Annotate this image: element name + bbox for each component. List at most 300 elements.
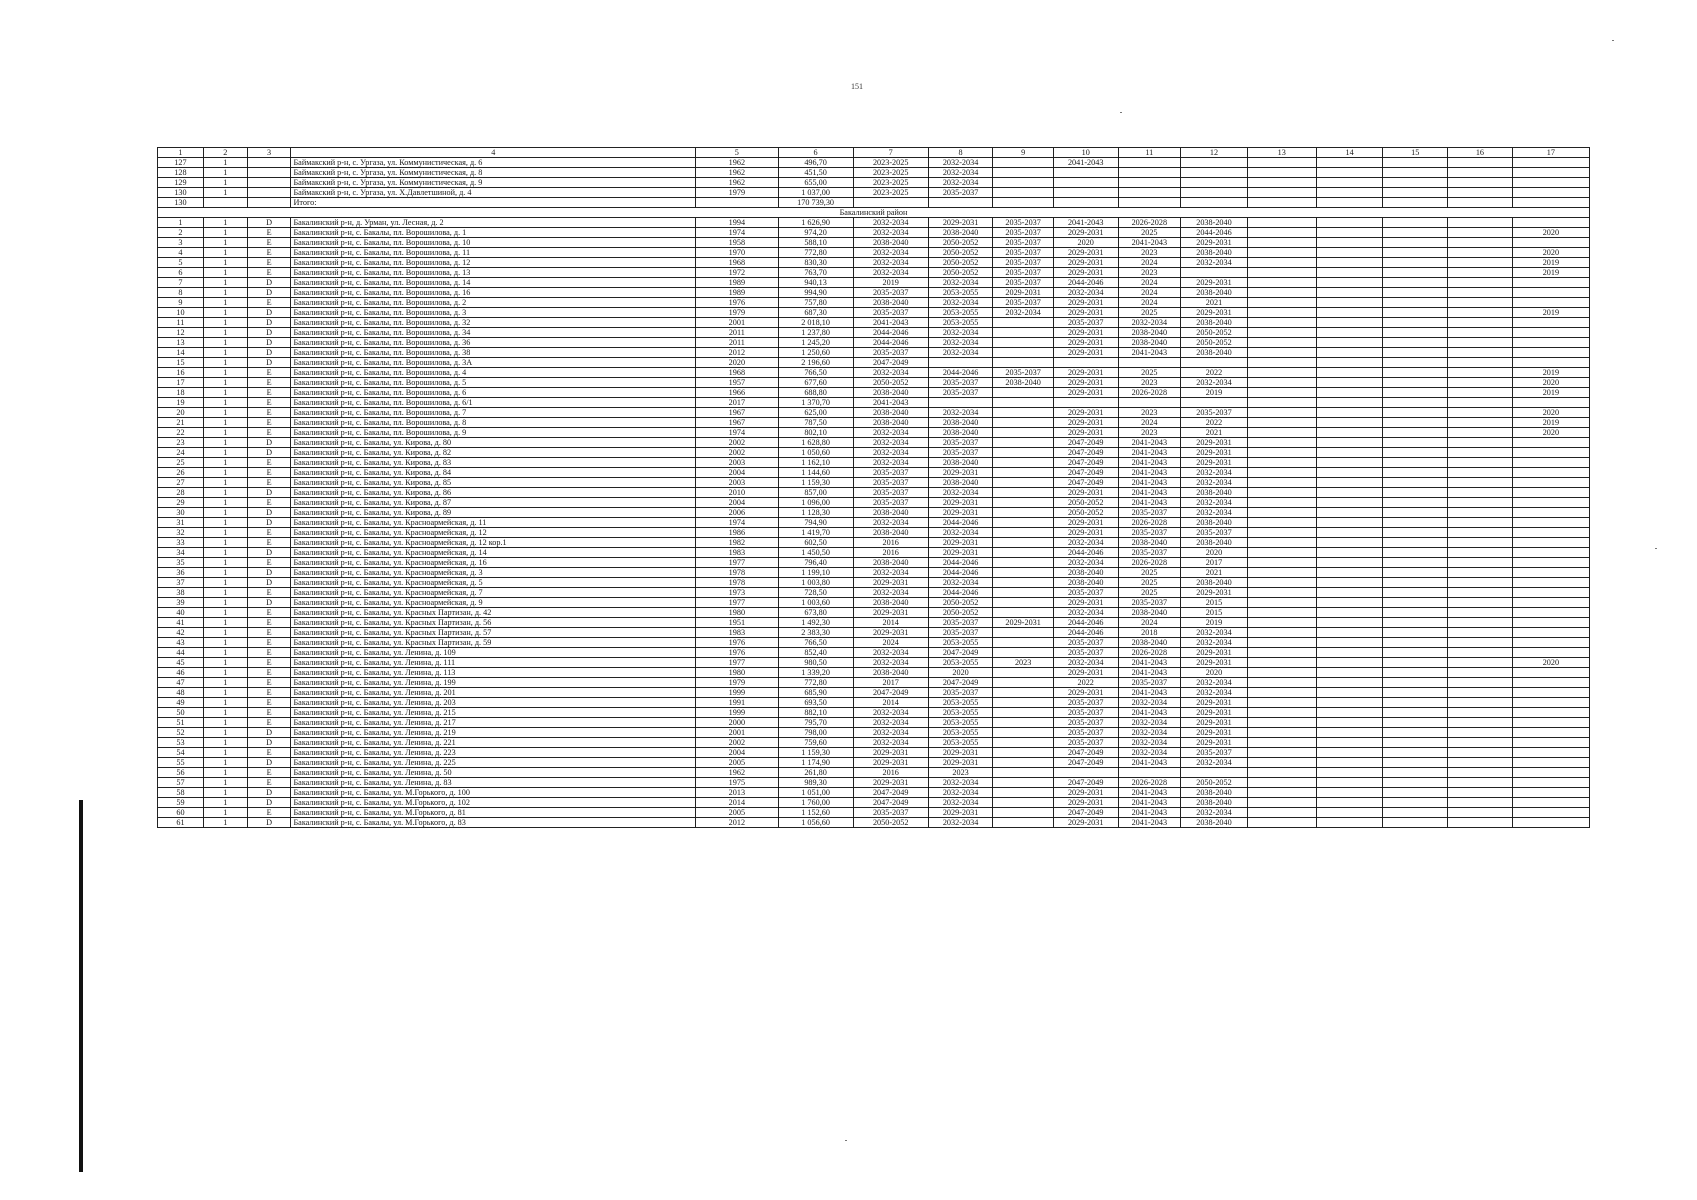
cell-empty	[1247, 158, 1316, 168]
cell-empty	[1316, 558, 1383, 568]
cell-v11: 2041-2043	[1118, 468, 1181, 478]
cell-area: 830,30	[778, 258, 853, 268]
cell-empty	[1448, 778, 1513, 788]
cell-v7: 2016	[853, 538, 928, 548]
cell-c2: 1	[203, 368, 247, 378]
cell-c1: 60	[158, 808, 204, 818]
cell-empty	[1383, 808, 1448, 818]
table-row	[158, 728, 1590, 738]
cell-addr: Баймакский р-н, с. Ургаза, ул. Коммунистическая, д. 6	[291, 158, 696, 168]
cell-empty	[1448, 308, 1513, 318]
cell-v9	[993, 448, 1053, 458]
cell-v7: 2050-2052	[853, 818, 928, 828]
cell-c3: D	[247, 508, 291, 518]
cell-c2: 1	[203, 418, 247, 428]
cell-v11: 2024	[1118, 288, 1181, 298]
cell-v12	[1181, 268, 1248, 278]
cell-empty	[1247, 508, 1316, 518]
cell-v17	[1512, 768, 1589, 778]
cell-v10: 2047-2049	[1053, 478, 1118, 488]
cell-c2: 1	[203, 538, 247, 548]
cell-v7: 2035-2037	[853, 308, 928, 318]
cell-empty	[1448, 768, 1513, 778]
cell-v9	[993, 598, 1053, 608]
cell-empty	[1316, 338, 1383, 348]
cell-c2: 1	[203, 528, 247, 538]
cell-c3: E	[247, 238, 291, 248]
cell-v12: 2038-2040	[1181, 798, 1248, 808]
cell-empty	[1383, 168, 1448, 178]
cell-empty	[1448, 598, 1513, 608]
cell-year: 1951	[696, 618, 778, 628]
cell-v9	[993, 738, 1053, 748]
cell-empty	[1383, 738, 1448, 748]
cell-v10: 2044-2046	[1053, 548, 1118, 558]
cell-v11: 2026-2028	[1118, 218, 1181, 228]
column-number-cell: 17	[1512, 148, 1589, 158]
cell-c2: 1	[203, 248, 247, 258]
total-area: 170 739,30	[778, 198, 853, 208]
cell-addr: Бакалинский р-н, с. Бакалы, ул. М.Горького, д. 102	[291, 798, 696, 808]
cell-v8: 2032-2034	[928, 278, 993, 288]
cell-v9	[993, 728, 1053, 738]
cell-empty	[1316, 588, 1383, 598]
cell-empty	[1383, 488, 1448, 498]
cell-year: 2001	[696, 318, 778, 328]
cell-empty	[1448, 218, 1513, 228]
cell-empty	[1247, 368, 1316, 378]
cell-v17	[1512, 788, 1589, 798]
cell-v12: 2029-2031	[1181, 728, 1248, 738]
cell-v12: 2021	[1181, 568, 1248, 578]
cell-empty	[1247, 638, 1316, 648]
cell-c3: E	[247, 388, 291, 398]
cell-v8: 2038-2040	[928, 428, 993, 438]
cell-v12: 2022	[1181, 368, 1248, 378]
cell-v12: 2032-2034	[1181, 508, 1248, 518]
cell-c2: 1	[203, 458, 247, 468]
cell-addr: Бакалинский р-н, с. Бакалы, пл. Ворошилова, д. 32	[291, 318, 696, 328]
cell-area: 688,80	[778, 388, 853, 398]
cell-empty	[1247, 298, 1316, 308]
cell-v8: 2035-2037	[928, 388, 993, 398]
table-row	[158, 378, 1590, 388]
cell-v8: 2038-2040	[928, 478, 993, 488]
cell-empty	[1316, 578, 1383, 588]
cell-addr: Бакалинский р-н, с. Бакалы, ул. Красноармейская, д. 14	[291, 548, 696, 558]
cell-v9	[993, 688, 1053, 698]
cell-empty	[1247, 378, 1316, 388]
cell-c1: 33	[158, 538, 204, 548]
table-row	[158, 318, 1590, 328]
cell-v17	[1512, 548, 1589, 558]
table-row	[158, 268, 1590, 278]
cell-empty	[1247, 738, 1316, 748]
cell-addr: Бакалинский р-н, с. Бакалы, ул. Красноармейская, д. 3	[291, 568, 696, 578]
table-row	[158, 588, 1590, 598]
cell-c2: 1	[203, 728, 247, 738]
cell-empty	[1247, 768, 1316, 778]
cell-v9	[993, 788, 1053, 798]
table-row	[158, 758, 1590, 768]
cell-empty	[1383, 498, 1448, 508]
cell-c2: 1	[203, 788, 247, 798]
cell-empty	[1448, 798, 1513, 808]
cell-empty	[1448, 428, 1513, 438]
cell-empty	[1448, 648, 1513, 658]
cell-addr: Бакалинский р-н, с. Бакалы, ул. Красноармейская, д. 12 кор.1	[291, 538, 696, 548]
cell-c1: 43	[158, 638, 204, 648]
cell-v10: 2029-2031	[1053, 418, 1118, 428]
cell-v10: 2029-2031	[1053, 338, 1118, 348]
cell-c2: 1	[203, 758, 247, 768]
cell-c1: 19	[158, 398, 204, 408]
cell-empty	[1448, 328, 1513, 338]
table-row	[158, 258, 1590, 268]
cell-v8: 2032-2034	[928, 778, 993, 788]
cell-empty	[1247, 668, 1316, 678]
cell-v8: 2050-2052	[928, 608, 993, 618]
cell-v12	[1181, 358, 1248, 368]
total-c1: 130	[158, 198, 204, 208]
table-row	[158, 238, 1590, 248]
cell-empty	[1383, 518, 1448, 528]
cell-v17	[1512, 498, 1589, 508]
cell-v8: 2053-2055	[928, 728, 993, 738]
cell-v8: 2038-2040	[928, 228, 993, 238]
cell-addr: Бакалинский р-н, с. Бакалы, пл. Ворошилова, д. 5	[291, 378, 696, 388]
cell-v17	[1512, 398, 1589, 408]
cell-empty	[1383, 818, 1448, 828]
cell-c1: 38	[158, 588, 204, 598]
cell-v17: 2020	[1512, 378, 1589, 388]
cell-empty	[1316, 178, 1383, 188]
cell-year: 2012	[696, 348, 778, 358]
cell-v10: 2044-2046	[1053, 618, 1118, 628]
cell-c1: 2	[158, 228, 204, 238]
cell-c2: 1	[203, 718, 247, 728]
cell-v11: 2025	[1118, 588, 1181, 598]
cell-addr: Бакалинский р-н, с. Бакалы, пл. Ворошилова, д. 2	[291, 298, 696, 308]
cell-empty	[1448, 418, 1513, 428]
cell-v8: 2032-2034	[928, 818, 993, 828]
cell-v7: 2032-2034	[853, 708, 928, 718]
cell-year: 2005	[696, 808, 778, 818]
scan-speck	[845, 1140, 847, 1141]
cell-v7: 2019	[853, 278, 928, 288]
cell-empty	[1448, 618, 1513, 628]
cell-v7: 2029-2031	[853, 748, 928, 758]
cell-v17	[1512, 298, 1589, 308]
cell-c2: 1	[203, 298, 247, 308]
cell-c1: 23	[158, 438, 204, 448]
cell-c1: 27	[158, 478, 204, 488]
cell-v9	[993, 648, 1053, 658]
table-row	[158, 708, 1590, 718]
cell-v8: 2053-2055	[928, 288, 993, 298]
cell-v8: 2032-2034	[928, 348, 993, 358]
cell-empty	[1448, 338, 1513, 348]
cell-v11: 2023	[1118, 378, 1181, 388]
cell-empty	[1316, 538, 1383, 548]
cell-empty	[1383, 238, 1448, 248]
cell-c2: 1	[203, 258, 247, 268]
cell-c1: 28	[158, 488, 204, 498]
cell-v9	[993, 188, 1053, 198]
cell-area: 1 760,00	[778, 798, 853, 808]
cell-addr: Бакалинский р-н, с. Бакалы, пл. Ворошилова, д. 10	[291, 238, 696, 248]
cell-v17	[1512, 218, 1589, 228]
cell-v8: 2050-2052	[928, 238, 993, 248]
cell-c1: 10	[158, 308, 204, 318]
cell-v8: 2029-2031	[928, 498, 993, 508]
cell-v12: 2017	[1181, 558, 1248, 568]
cell-c2: 1	[203, 468, 247, 478]
cell-empty	[1247, 748, 1316, 758]
cell-v7: 2044-2046	[853, 338, 928, 348]
cell-c3: E	[247, 458, 291, 468]
cell-v12: 2029-2031	[1181, 708, 1248, 718]
cell-c3: E	[247, 538, 291, 548]
cell-v7: 2032-2034	[853, 648, 928, 658]
cell-area: 1 162,10	[778, 458, 853, 468]
cell-c2: 1	[203, 558, 247, 568]
cell-empty	[1448, 508, 1513, 518]
cell-v10: 2029-2031	[1053, 378, 1118, 388]
cell-v7: 2023-2025	[853, 158, 928, 168]
table-row	[158, 288, 1590, 298]
cell-year: 1977	[696, 558, 778, 568]
cell-v17	[1512, 318, 1589, 328]
cell-c1: 58	[158, 788, 204, 798]
cell-v7: 2038-2040	[853, 418, 928, 428]
cell-v17	[1512, 168, 1589, 178]
cell-v9	[993, 438, 1053, 448]
cell-v9	[993, 678, 1053, 688]
cell-v12: 2038-2040	[1181, 538, 1248, 548]
cell-empty	[1448, 638, 1513, 648]
cell-v10: 2029-2031	[1053, 258, 1118, 268]
cell-v11	[1118, 398, 1181, 408]
table-row	[158, 628, 1590, 638]
cell-empty	[1247, 528, 1316, 538]
cell-v10: 2044-2046	[1053, 628, 1118, 638]
cell-v17	[1512, 458, 1589, 468]
cell-empty	[1247, 318, 1316, 328]
cell-v10: 2029-2031	[1053, 348, 1118, 358]
cell-c3: E	[247, 398, 291, 408]
column-number-cell: 6	[778, 148, 853, 158]
cell-empty	[1247, 588, 1316, 598]
cell-v17: 2019	[1512, 418, 1589, 428]
cell-year: 1994	[696, 218, 778, 228]
cell-v10: 2047-2049	[1053, 808, 1118, 818]
cell-c2: 1	[203, 518, 247, 528]
cell-area: 588,10	[778, 238, 853, 248]
cell-v8: 2053-2055	[928, 318, 993, 328]
cell-c1: 24	[158, 448, 204, 458]
cell-c2: 1	[203, 478, 247, 488]
cell-v9	[993, 328, 1053, 338]
cell-year: 1958	[696, 238, 778, 248]
cell-addr: Бакалинский р-н, с. Бакалы, ул. Кирова, д. 84	[291, 468, 696, 478]
cell-empty	[1448, 628, 1513, 638]
cell-v17	[1512, 698, 1589, 708]
cell-empty	[1247, 698, 1316, 708]
cell-c3: D	[247, 348, 291, 358]
cell-area: 802,10	[778, 428, 853, 438]
cell-empty	[1383, 418, 1448, 428]
cell-c2: 1	[203, 498, 247, 508]
cell-addr: Бакалинский р-н, с. Бакалы, пл. Ворошилова, д. 11	[291, 248, 696, 258]
cell-empty	[1383, 718, 1448, 728]
cell-year: 1982	[696, 538, 778, 548]
cell-year: 2011	[696, 338, 778, 348]
cell-v12: 2038-2040	[1181, 488, 1248, 498]
cell-empty	[1247, 428, 1316, 438]
cell-v9	[993, 168, 1053, 178]
table-row	[158, 168, 1590, 178]
cell-c2: 1	[203, 488, 247, 498]
cell-v9: 2029-2031	[993, 618, 1053, 628]
table-row	[158, 418, 1590, 428]
cell-v12: 2021	[1181, 428, 1248, 438]
cell-v11: 2035-2037	[1118, 678, 1181, 688]
cell-v7: 2047-2049	[853, 788, 928, 798]
cell-empty	[1316, 228, 1383, 238]
cell-v9	[993, 398, 1053, 408]
cell-c3: E	[247, 478, 291, 488]
cell-c1: 32	[158, 528, 204, 538]
cell-v12: 2035-2037	[1181, 748, 1248, 758]
cell-c1: 127	[158, 158, 204, 168]
cell-c3: E	[247, 718, 291, 728]
cell-v17	[1512, 328, 1589, 338]
table-row	[158, 528, 1590, 538]
cell-v9	[993, 588, 1053, 598]
cell-year: 2004	[696, 748, 778, 758]
cell-addr: Бакалинский р-н, с. Бакалы, ул. Кирова, д. 85	[291, 478, 696, 488]
cell-v8: 2032-2034	[928, 528, 993, 538]
cell-c2: 1	[203, 178, 247, 188]
cell-v7: 2035-2037	[853, 488, 928, 498]
cell-c1: 20	[158, 408, 204, 418]
cell-v17	[1512, 278, 1589, 288]
cell-v9	[993, 318, 1053, 328]
cell-v8: 2032-2034	[928, 168, 993, 178]
cell-empty	[1316, 758, 1383, 768]
cell-v9	[993, 638, 1053, 648]
cell-empty	[1247, 618, 1316, 628]
cell-empty	[1383, 178, 1448, 188]
cell-v7: 2032-2034	[853, 448, 928, 458]
cell-v9	[993, 498, 1053, 508]
cell-v17	[1512, 728, 1589, 738]
cell-addr: Бакалинский р-н, с. Бакалы, ул. Кирова, д. 89	[291, 508, 696, 518]
cell-v9	[993, 518, 1053, 528]
cell-year: 1967	[696, 418, 778, 428]
cell-empty	[1448, 458, 1513, 468]
cell-v12: 2021	[1181, 298, 1248, 308]
cell-v11: 2023	[1118, 268, 1181, 278]
cell-v8: 2053-2055	[928, 658, 993, 668]
cell-empty	[1316, 348, 1383, 358]
cell-v17	[1512, 688, 1589, 698]
cell-v10: 2044-2046	[1053, 278, 1118, 288]
column-number-row	[158, 148, 1590, 158]
cell-empty	[1383, 188, 1448, 198]
cell-year: 1976	[696, 298, 778, 308]
cell-v10: 2029-2031	[1053, 788, 1118, 798]
cell-addr: Бакалинский р-н, с. Бакалы, пл. Ворошилова, д. 1	[291, 228, 696, 238]
cell-v11: 2032-2034	[1118, 718, 1181, 728]
cell-v7: 2032-2034	[853, 368, 928, 378]
cell-empty	[1247, 488, 1316, 498]
cell-c1: 40	[158, 608, 204, 618]
cell-v17: 2019	[1512, 258, 1589, 268]
cell-v9	[993, 808, 1053, 818]
cell-empty	[1383, 788, 1448, 798]
cell-v8: 2044-2046	[928, 588, 993, 598]
cell-empty	[1448, 538, 1513, 548]
cell-area: 1 199,10	[778, 568, 853, 578]
table-row	[158, 188, 1590, 198]
cell-empty	[1316, 798, 1383, 808]
cell-empty	[1383, 568, 1448, 578]
cell-v10: 2035-2037	[1053, 638, 1118, 648]
cell-addr: Бакалинский р-н, с. Бакалы, ул. Кирова, д. 80	[291, 438, 696, 448]
cell-v7: 2032-2034	[853, 258, 928, 268]
cell-area: 1 245,20	[778, 338, 853, 348]
cell-c1: 6	[158, 268, 204, 278]
cell-addr: Бакалинский р-н, с. Бакалы, ул. Красноармейская, д. 11	[291, 518, 696, 528]
cell-empty	[1247, 498, 1316, 508]
cell-empty	[1383, 548, 1448, 558]
cell-empty	[1316, 548, 1383, 558]
cell-c2: 1	[203, 608, 247, 618]
cell-v17: 2020	[1512, 228, 1589, 238]
cell-c3: E	[247, 698, 291, 708]
cell-empty	[1316, 368, 1383, 378]
cell-area: 1 174,90	[778, 758, 853, 768]
cell-area: 980,50	[778, 658, 853, 668]
cell-v8: 2032-2034	[928, 788, 993, 798]
cell-empty	[1053, 198, 1118, 208]
cell-area: 989,30	[778, 778, 853, 788]
cell-addr: Бакалинский р-н, с. Бакалы, ул. Красноармейская, д. 12	[291, 528, 696, 538]
cell-empty	[1316, 378, 1383, 388]
cell-c3: E	[247, 778, 291, 788]
cell-empty	[1247, 718, 1316, 728]
cell-v8: 2032-2034	[928, 798, 993, 808]
cell-c3	[247, 178, 291, 188]
cell-c1: 15	[158, 358, 204, 368]
cell-c3: E	[247, 298, 291, 308]
cell-v9: 2035-2037	[993, 258, 1053, 268]
cell-empty	[1247, 578, 1316, 588]
cell-v7: 2047-2049	[853, 688, 928, 698]
cell-empty	[1448, 498, 1513, 508]
cell-v12: 2038-2040	[1181, 788, 1248, 798]
cell-v9	[993, 818, 1053, 828]
cell-c1: 31	[158, 518, 204, 528]
cell-empty	[1448, 408, 1513, 418]
cell-c1: 3	[158, 238, 204, 248]
cell-v10: 2047-2049	[1053, 448, 1118, 458]
cell-empty	[1383, 508, 1448, 518]
table-row	[158, 698, 1590, 708]
cell-v9	[993, 478, 1053, 488]
